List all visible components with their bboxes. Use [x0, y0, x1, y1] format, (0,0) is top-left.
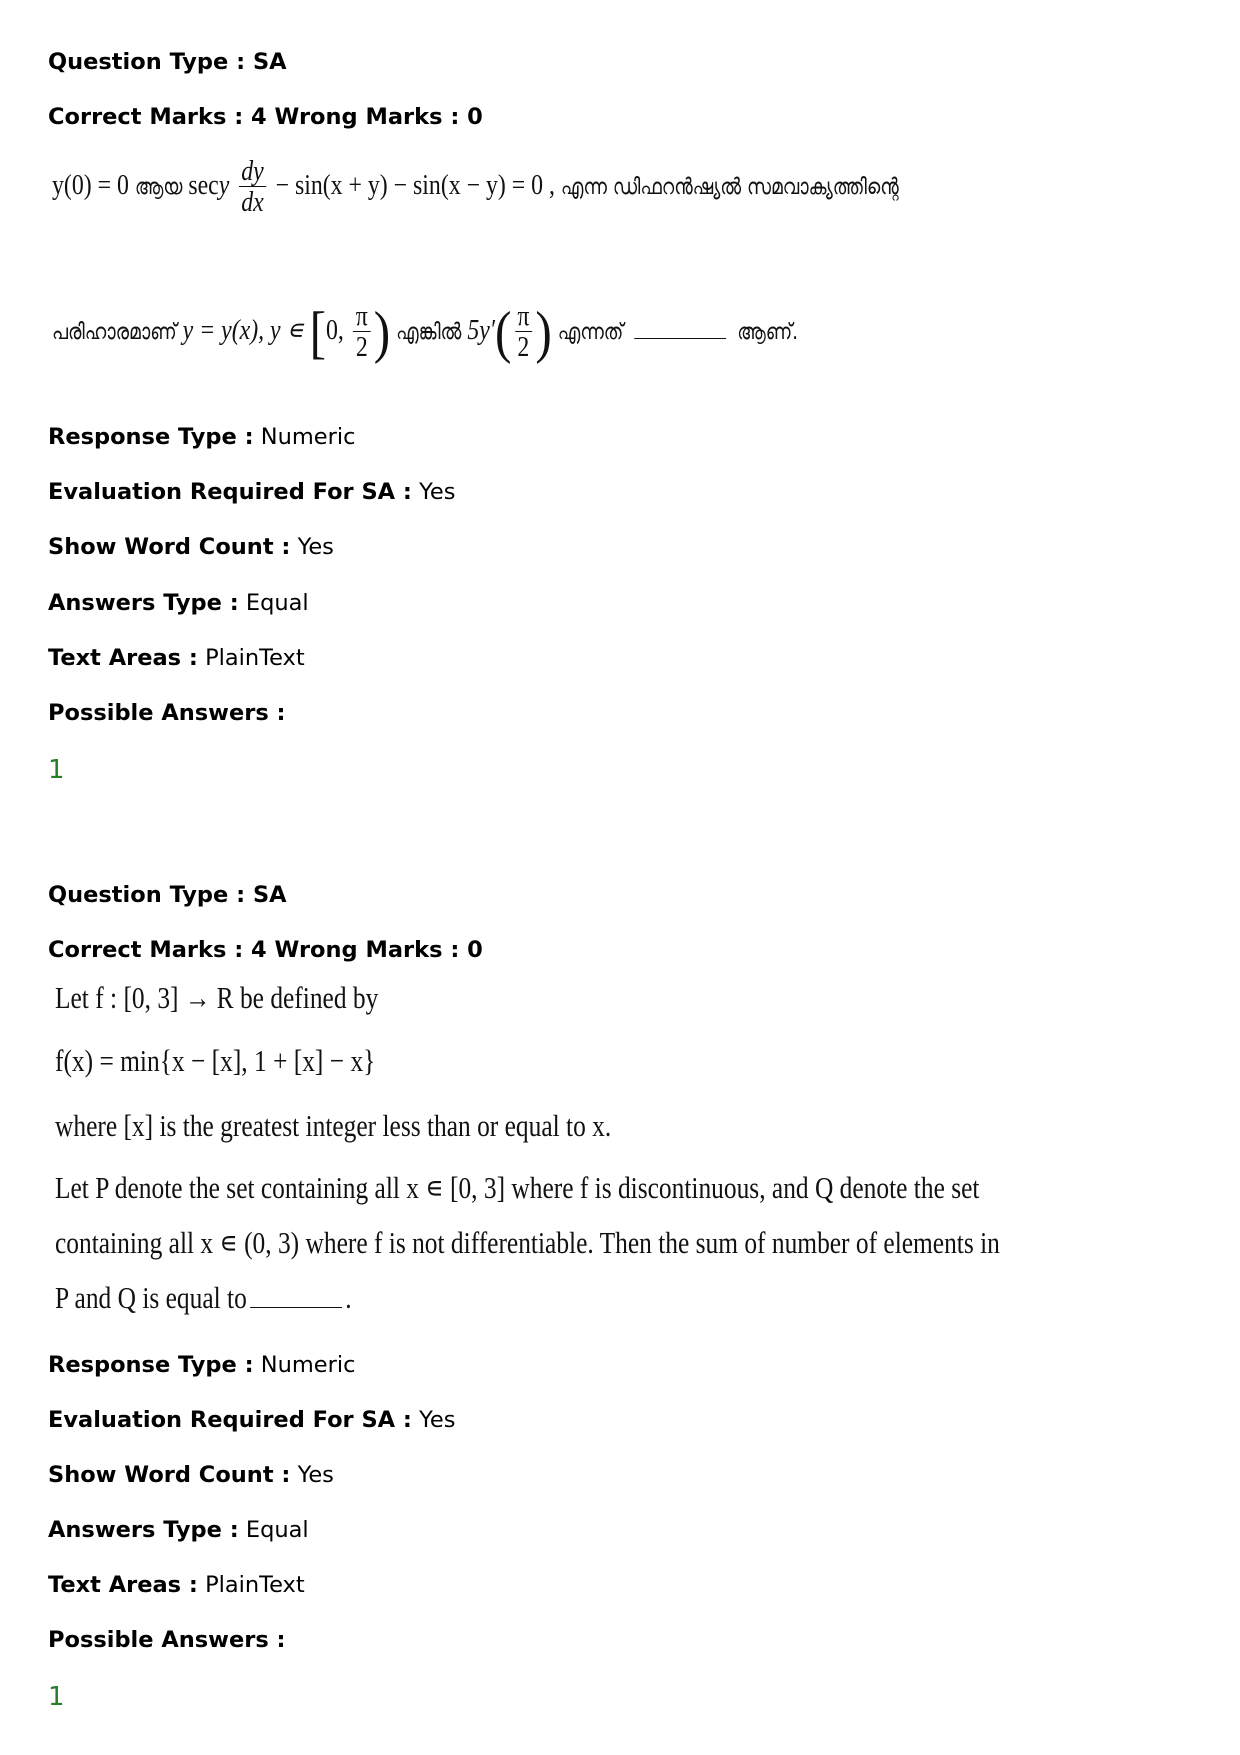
- evaluation-required: Evaluation Required For SA : Yes: [48, 1407, 456, 1433]
- question-2-text-line: Let f : [0, 3] → R be defined by: [55, 980, 379, 1015]
- question-type-label: Question Type : SA: [48, 882, 287, 908]
- possible-answers-label: Possible Answers :: [48, 1627, 286, 1653]
- evaluation-required: Evaluation Required For SA : Yes: [48, 479, 456, 505]
- derivative-fraction: $\frac{dy}{dx}$: [239, 158, 267, 217]
- possible-answers-label: Possible Answers :: [48, 700, 286, 726]
- equation-expression: − sin(x + y) − sin(x − y) = 0 ,: [275, 169, 555, 201]
- show-word-count: Show Word Count : Yes: [48, 534, 334, 560]
- question-2-text-line: where [x] is the greatest integer less than or equal to x.: [55, 1108, 612, 1143]
- question-type-label: Question Type : SA: [48, 49, 287, 75]
- text-areas: Text Areas : PlainText: [48, 645, 305, 671]
- possible-answer-value: 1: [48, 1682, 65, 1712]
- malayalam-word: ആയ: [134, 174, 183, 200]
- answers-type: Answers Type : Equal: [48, 590, 309, 616]
- marks-label: Correct Marks : 4 Wrong Marks : 0: [48, 104, 483, 130]
- pi-over-two-fraction: $\frac{\pi}{2}$: [353, 303, 370, 362]
- text-areas: Text Areas : PlainText: [48, 1572, 305, 1598]
- answer-blank: [634, 337, 726, 339]
- initial-condition: y(0) = 0: [52, 169, 129, 201]
- question-2-text-line: P and Q is equal to .: [55, 1280, 352, 1315]
- show-word-count: Show Word Count : Yes: [48, 1462, 334, 1488]
- question-2-text-line: f(x) = min{x − [x], 1 + [x] − x}: [55, 1043, 376, 1078]
- possible-answer-value: 1: [48, 755, 65, 785]
- question-2-text-line: Let P denote the set containing all x ∊ [0, 3] where f is discontinuous, and Q denote the set: [55, 1170, 980, 1205]
- response-type: Response Type : Numeric: [48, 424, 356, 450]
- marks-label: Correct Marks : 4 Wrong Marks : 0: [48, 937, 483, 963]
- response-type: Response Type : Numeric: [48, 1352, 356, 1378]
- malayalam-text: എന്ന ഡിഫറൻഷ്യൽ സമവാക്യത്തിന്റെ: [560, 174, 899, 200]
- answer-blank: [250, 1306, 342, 1308]
- question-1-equation-line: y(0) = 0 ആയ secy $\frac{dy}{dx}$ − sin(x + y) − sin(x − y) = 0 , എന്ന ഡിഫറൻഷ്യൽ സമവാക്യത്തിന്റെ: [52, 156, 899, 218]
- question-2-text-line: containing all x ∊ (0, 3) where f is not differentiable. Then the sum of number of elements in: [55, 1225, 1000, 1260]
- answers-type: Answers Type : Equal: [48, 1517, 309, 1543]
- question-1-condition-line: പരിഹാരമാണ് y = y(x), y ∊ [0, $\frac{\pi}{2}$ ) എങ്കിൽ 5y′( $\frac{\pi}{2}$ ) എന്നത് ആണ്.: [52, 299, 799, 365]
